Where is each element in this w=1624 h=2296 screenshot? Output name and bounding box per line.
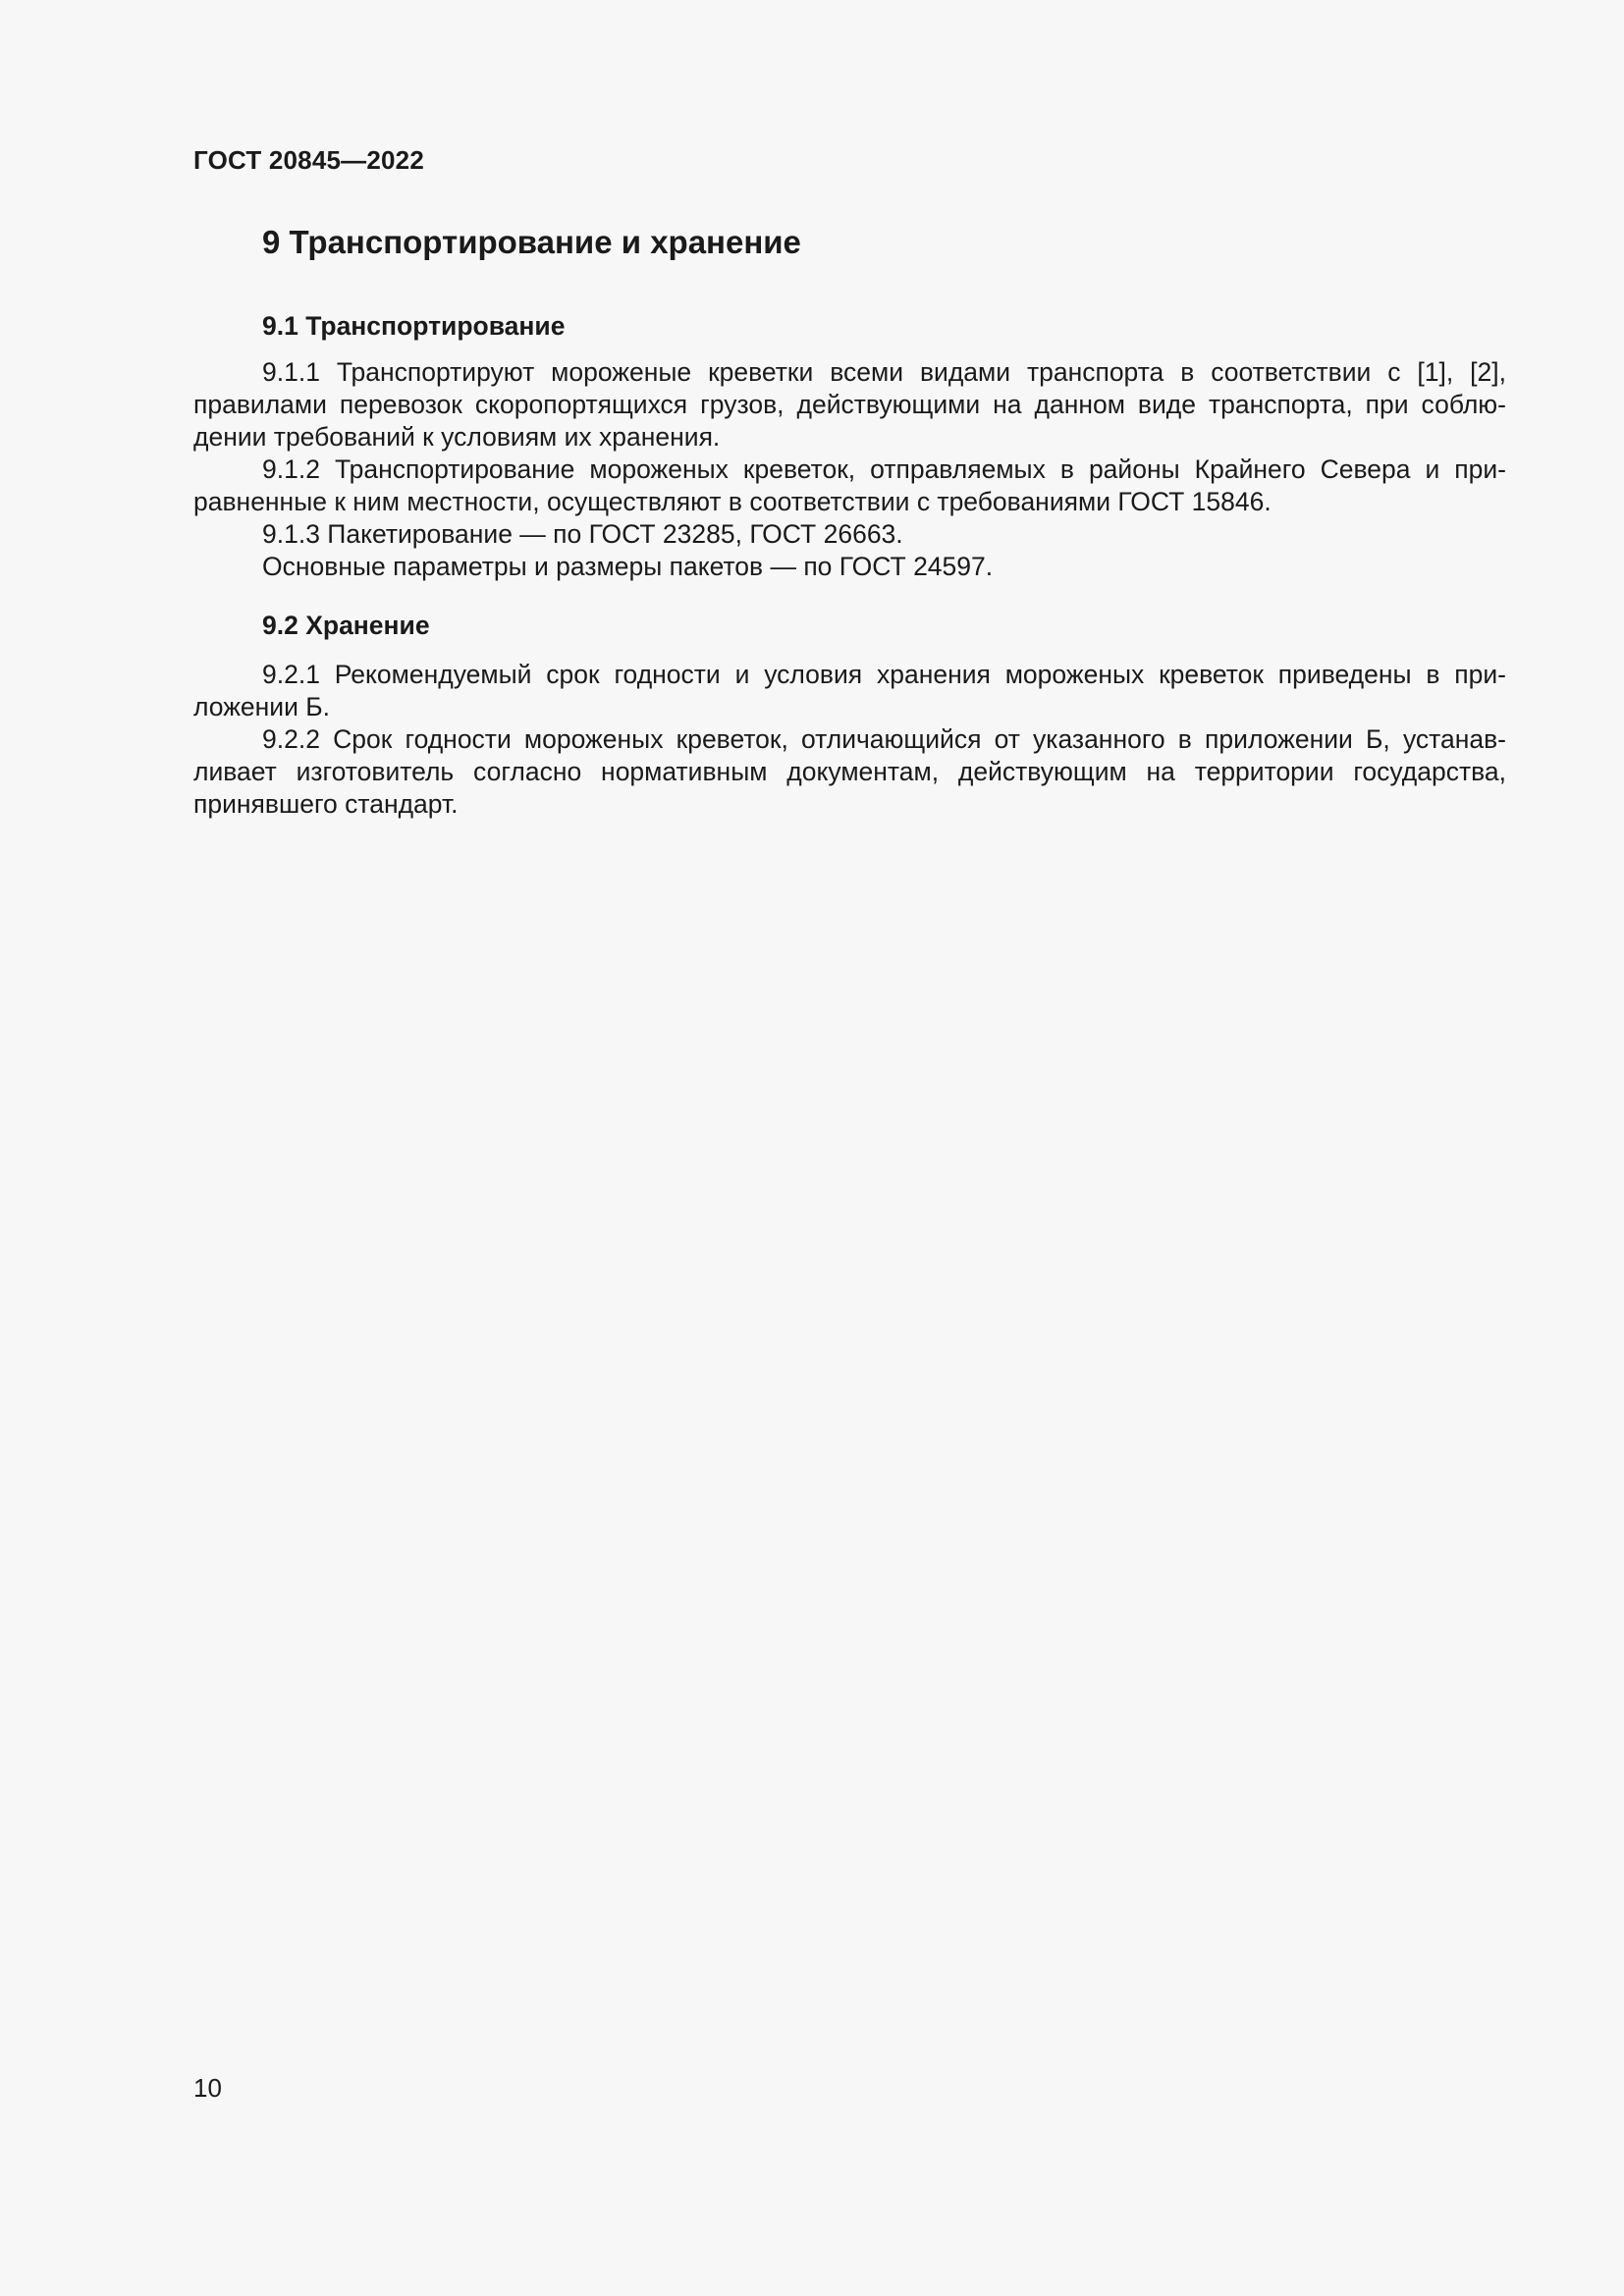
document-code: ГОСТ 20845—2022 <box>193 145 424 175</box>
section-title: 9 Транспортирование и хранение <box>262 224 801 260</box>
subsection-storage <box>193 610 1506 642</box>
paragraph-9-1-3: 9.1.3 Пакетирование — по ГОСТ 23285, ГОСТ 26663. <box>262 519 903 549</box>
page-number: 10 <box>193 2073 222 2103</box>
paragraph-9-2-1: 9.2.1 Рекомендуемый срок годности и условия хранения мороженых креветок приведены в при-ложении Б. <box>193 660 1506 721</box>
paragraph-packages: Основные параметры и размеры пакетов — по ГОСТ 24597. <box>262 552 994 581</box>
transport-paragraphs <box>193 356 1506 583</box>
paragraph-9-1-2: 9.1.2 Транспортирование мороженых креветок, отправляемых в районы Крайнего Севера и при-равненные к ним местности, осуществляют в соответствии с требованиями ГОСТ 15846. <box>193 454 1506 516</box>
paragraph-9-1-1: 9.1.1 Транспортируют мороженые креветки всеми видами транспорта в соответствии с [1], [2], правилами перевозок скоропортящихся грузов, действующими на данном виде транспорта, при соблю-дении требований к условиям их хранения. <box>193 357 1506 452</box>
storage-paragraphs <box>193 659 1506 821</box>
subsection-title-storage: 9.2 Хранение <box>262 611 430 640</box>
subsection-title-transport: 9.1 Транспортирование <box>262 311 566 341</box>
subsection-transport <box>193 310 1506 343</box>
paragraph-9-2-2: 9.2.2 Срок годности мороженых креветок, отличающийся от указанного в приложении Б, устанав-ливает изготовитель согласно нормативным документам, действующим на территории государства, принявшего стандарт. <box>193 724 1506 819</box>
